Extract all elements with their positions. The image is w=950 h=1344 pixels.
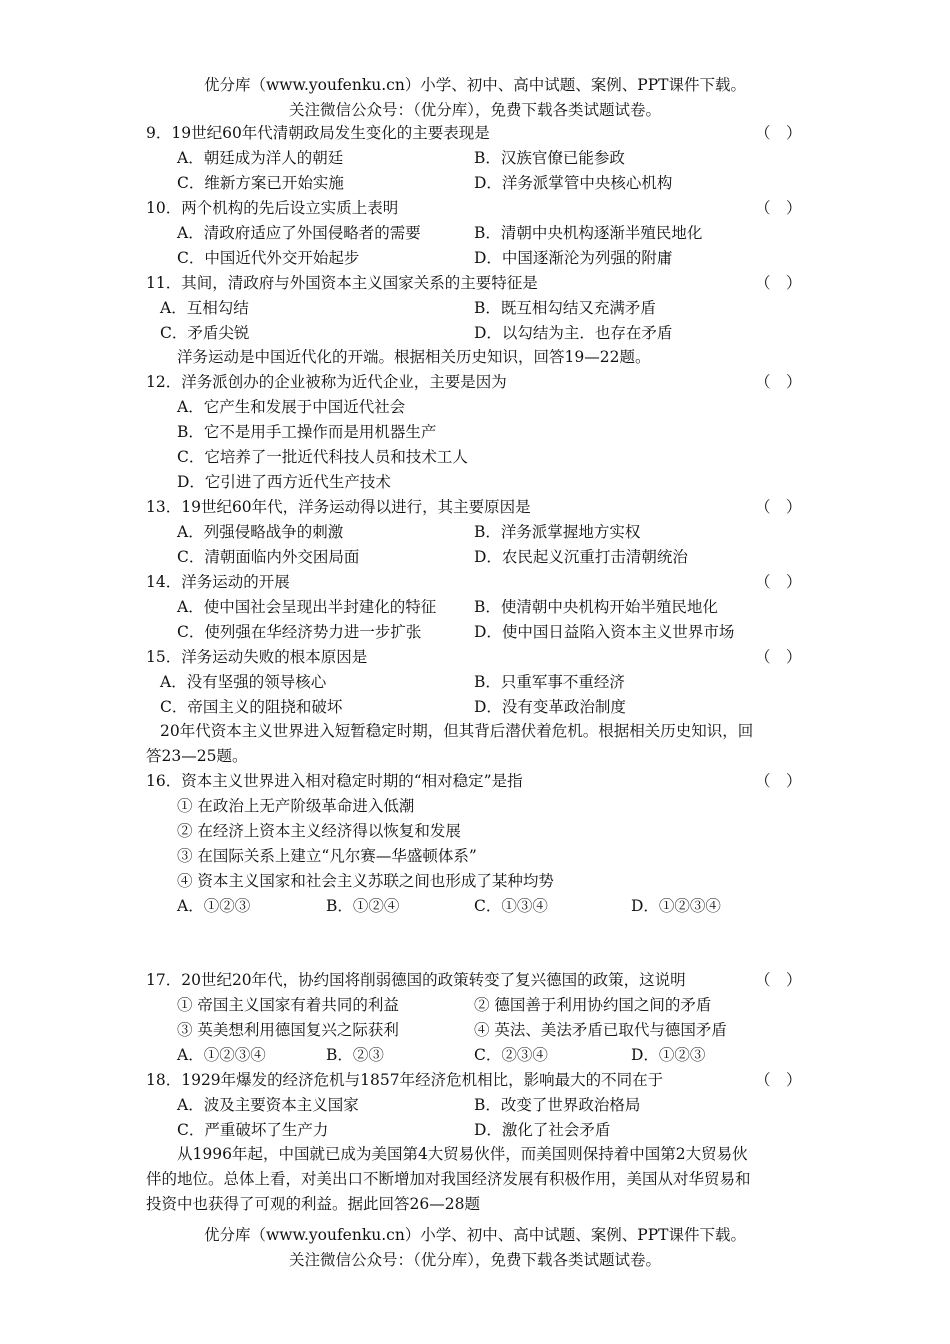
q11-option-a: A．互相勾结	[160, 299, 249, 317]
q11-option-d: D．以勾结为主．也存在矛盾	[474, 324, 673, 342]
q15-option-b: B．只重军事不重经济	[474, 673, 625, 691]
q13-stem: 13．19世纪60年代，洋务运动得以进行，其主要原因是	[146, 498, 531, 516]
q16-answer-paren: （ ）	[755, 772, 802, 790]
q9-stem: 9．19世纪60年代清朝政局发生变化的主要表现是	[146, 124, 490, 142]
q14-answer-paren: （ ）	[755, 573, 802, 591]
section-intro-3-line-3: 投资中也获得了可观的利益。据此回答26—28题	[146, 1195, 480, 1213]
q9-option-d: D．洋务派掌管中央核心机构	[474, 174, 673, 192]
section-intro-1: 洋务运动是中国近代化的开端。根据相关历史知识，回答19—22题。	[177, 348, 651, 366]
section-intro-3-line-1: 从1996年起，中国就已成为美国第4大贸易伙伴，而美国则保持着中国第2大贸易伙	[177, 1145, 748, 1163]
q17-statement-3: ③ 英美想利用德国复兴之际获利	[177, 1021, 399, 1039]
q10-option-a: A．清政府适应了外国侵略者的需要	[177, 224, 421, 242]
q14-stem: 14．洋务运动的开展	[146, 573, 290, 591]
q15-answer-paren: （ ）	[755, 648, 802, 666]
q13-option-c: C．清朝面临内外交困局面	[177, 548, 360, 566]
q18-answer-paren: （ ）	[755, 1071, 802, 1089]
q17-answer-paren: （ ）	[755, 971, 802, 989]
q17-statement-2: ② 德国善于利用协约国之间的矛盾	[474, 996, 712, 1014]
q14-option-c: C．使列强在华经济势力进一步扩张	[177, 623, 422, 641]
q10-stem: 10．两个机构的先后设立实质上表明	[146, 199, 399, 217]
section-intro-2-line-1: 20年代资本主义世界进入短暂稳定时期，但其背后潜伏着危机。根据相关历史知识，回	[160, 722, 754, 740]
q12-option-a: A．它产生和发展于中国近代社会	[177, 398, 406, 416]
q18-option-d: D．激化了社会矛盾	[474, 1121, 611, 1139]
footer-line-2: 关注微信公众号：（优分库），免费下载各类试题试卷。	[288, 1251, 661, 1269]
q16-statement-2: ② 在经济上资本主义经济得以恢复和发展	[177, 822, 461, 840]
q17-option-c: C．②③④	[474, 1046, 548, 1064]
q17-stem: 17．20世纪20年代，协约国将削弱德国的政策转变了复兴德国的政策，这说明	[146, 971, 686, 989]
q18-stem: 18．1929年爆发的经济危机与1857年经济危机相比，影响最大的不同在于	[146, 1071, 664, 1089]
q14-option-a: A．使中国社会呈现出半封建化的特征	[177, 598, 437, 616]
q9-answer-paren: （ ）	[755, 124, 802, 142]
q10-answer-paren: （ ）	[755, 199, 802, 217]
q10-option-d: D．中国逐渐沦为列强的附庸	[474, 249, 673, 267]
q12-stem: 12．洋务派创办的企业被称为近代企业，主要是因为	[146, 373, 507, 391]
q13-option-b: B．洋务派掌握地方实权	[474, 523, 641, 541]
q17-statement-1: ① 帝国主义国家有着共同的利益	[177, 996, 399, 1014]
section-intro-3-line-2: 伴的地位。总体上看，对美出口不断增加对我国经济发展有积极作用，美国从对华贸易和	[146, 1170, 751, 1188]
q13-answer-paren: （ ）	[755, 498, 802, 516]
q12-option-b: B．它不是用手工操作而是用机器生产	[177, 423, 437, 441]
q14-option-b: B．使清朝中央机构开始半殖民地化	[474, 598, 718, 616]
q11-option-c: C．矛盾尖锐	[160, 324, 250, 342]
q12-option-c: C．它培养了一批近代科技人员和技术工人	[177, 448, 468, 466]
q17-statement-4: ④ 英法、美法矛盾已取代与德国矛盾	[474, 1021, 727, 1039]
q16-option-b: B．①②④	[326, 897, 400, 915]
q17-option-a: A．①②③④	[177, 1046, 266, 1064]
q16-statement-4: ④ 资本主义国家和社会主义苏联之间也形成了某种均势	[177, 872, 554, 890]
section-intro-2-line-2: 答23—25题。	[146, 747, 248, 765]
q10-option-c: C．中国近代外交开始起步	[177, 249, 360, 267]
q9-option-a: A．朝廷成为洋人的朝廷	[177, 149, 344, 167]
q18-option-a: A．波及主要资本主义国家	[177, 1096, 359, 1114]
q17-option-d: D．①②③	[631, 1046, 706, 1064]
q18-option-c: C．严重破坏了生产力	[177, 1121, 329, 1139]
q10-option-b: B．清朝中央机构逐渐半殖民地化	[474, 224, 703, 242]
q11-option-b: B．既互相勾结又充满矛盾	[474, 299, 656, 317]
q16-statement-1: ① 在政治上无产阶级革命进入低潮	[177, 797, 415, 815]
header-line-1: 优分库（www.youfenku.cn）小学、初中、高中试题、案例、PPT课件下载。	[203, 76, 747, 94]
q15-option-c: C．帝国主义的阻挠和破坏	[160, 698, 343, 716]
q15-option-a: A．没有坚强的领导核心	[160, 673, 327, 691]
q11-answer-paren: （ ）	[755, 274, 802, 292]
q16-option-d: D．①②③④	[631, 897, 721, 915]
q16-option-c: C．①③④	[474, 897, 548, 915]
q13-option-a: A．列强侵略战争的刺激	[177, 523, 344, 541]
q16-stem: 16．资本主义世界进入相对稳定时期的“相对稳定”是指	[146, 772, 523, 790]
q15-stem: 15．洋务运动失败的根本原因是	[146, 648, 368, 666]
q18-option-b: B．改变了世界政治格局	[474, 1096, 641, 1114]
q9-option-b: B．汉族官僚已能参政	[474, 149, 625, 167]
q17-option-b: B．②③	[326, 1046, 384, 1064]
q11-stem: 11．其间，清政府与外国资本主义国家关系的主要特征是	[146, 274, 538, 292]
q9-option-c: C．维新方案已开始实施	[177, 174, 344, 192]
q16-statement-3: ③ 在国际关系上建立“凡尔赛—华盛顿体系”	[177, 847, 477, 865]
q12-answer-paren: （ ）	[755, 373, 802, 391]
header-line-2: 关注微信公众号：（优分库），免费下载各类试题试卷。	[288, 101, 661, 119]
q13-option-d: D．农民起义沉重打击清朝统治	[474, 548, 688, 566]
footer-line-1: 优分库（www.youfenku.cn）小学、初中、高中试题、案例、PPT课件下载。	[203, 1226, 747, 1244]
q14-option-d: D．使中国日益陷入资本主义世界市场	[474, 623, 735, 641]
q15-option-d: D．没有变革政治制度	[474, 698, 626, 716]
q12-option-d: D．它引进了西方近代生产技术	[177, 473, 391, 491]
q16-option-a: A．①②③	[177, 897, 251, 915]
